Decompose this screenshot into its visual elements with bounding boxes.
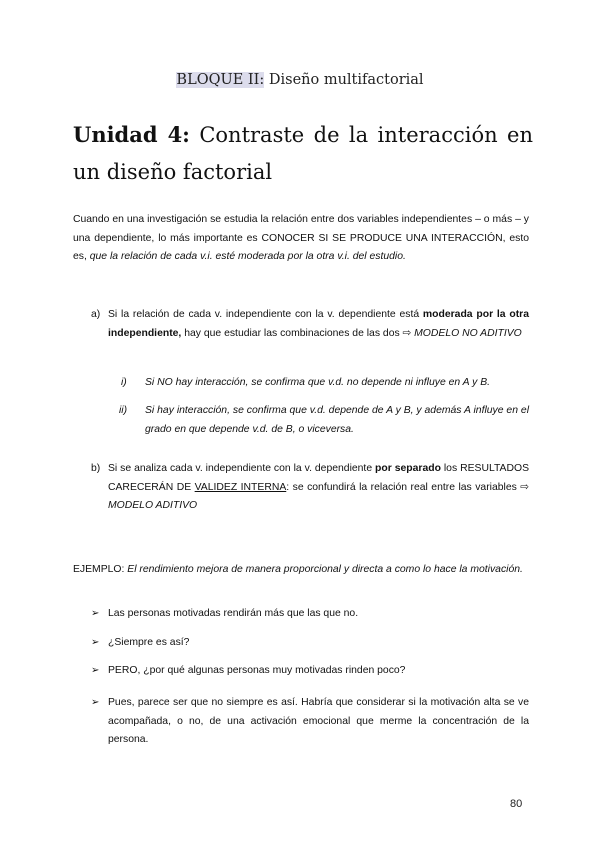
model-no-aditivo: MODELO NO ADITIVO xyxy=(414,327,522,339)
bullet-text: Pues, parece ser que no siempre es así. Habría que considerar si la motivación alta se ve acompañada, o no, de una activación emocional que merme la concentración de la persona. xyxy=(108,697,529,745)
list-a-bold: moderada por la otra independiente, xyxy=(108,309,529,339)
model-aditivo: MODELO ADITIVO xyxy=(108,500,198,511)
page-number: 80 xyxy=(510,798,523,810)
arrowhead-bullet-icon: ➢ xyxy=(91,637,100,648)
list-item-b-text xyxy=(108,460,529,516)
bullet-text: PERO, ¿por qué algunas personas muy motivadas rinden poco? xyxy=(108,665,406,676)
sub-item-ii-text: Si hay interacción, se confirma que v.d. depende de A y B, y además A influye en el grado en que depende v.d. de B, o viceversa. xyxy=(145,405,529,435)
unit-label: Unidad 4: xyxy=(73,122,190,147)
example-paragraph xyxy=(73,561,529,580)
intro-paragraph xyxy=(73,211,529,267)
list-marker-a: a) xyxy=(91,309,101,320)
block-title: Diseño multifactorial xyxy=(268,72,424,88)
list-b-text2: los RESULTADOS CARECERÁN DE xyxy=(108,463,529,493)
unit-title xyxy=(73,116,533,191)
list-b-text3: : se confundirá la relación real entre las variables ⇨ xyxy=(286,481,529,493)
unit-title-text: Contraste de la interacción en un diseño factorial xyxy=(73,123,533,184)
bullet-text: ¿Siempre es así? xyxy=(108,637,190,648)
example-text: El rendimiento mejora de manera proporcional y directa a como lo hace la motivación. xyxy=(127,564,523,575)
validez-interna: VALIDEZ INTERNA xyxy=(194,481,287,493)
intro-text: Cuando en una investigación se estudia la relación entre dos variables independientes – o más – y una dependiente, lo más importante es CONOCER SI SE PRODUCE UNA INTERACCIÓN, esto es, xyxy=(73,214,529,262)
bullet-text: Las personas motivadas rendirán más que las que no. xyxy=(108,608,359,619)
list-b-text1: Si se analiza cada v. independiente con la v. dependiente xyxy=(108,463,376,474)
sub-marker-i: i) xyxy=(121,377,127,388)
list-marker-b: b) xyxy=(91,463,101,474)
list-a-text2: hay que estudiar las combinaciones de las dos ⇨ xyxy=(181,327,415,339)
list-a-text1: Si la relación de cada v. independiente con la v. dependiente está xyxy=(108,309,423,320)
arrowhead-bullet-icon: ➢ xyxy=(91,697,100,708)
sub-marker-ii: ii) xyxy=(119,405,128,416)
sub-item-i-text: Si NO hay interacción, se confirma que v.d. no depende ni influye en A y B. xyxy=(145,377,491,388)
example-label: EJEMPLO: xyxy=(73,564,128,575)
block-label: BLOQUE II: xyxy=(176,72,265,88)
block-header xyxy=(0,72,600,88)
arrowhead-bullet-icon: ➢ xyxy=(91,665,100,676)
arrowhead-bullet-icon: ➢ xyxy=(91,608,100,619)
list-b-bold: por separado xyxy=(375,463,441,474)
intro-italic-text: que la relación de cada v.i. esté moderada por la otra v.i. del estudio. xyxy=(89,251,406,262)
list-item-a-text xyxy=(108,306,529,343)
